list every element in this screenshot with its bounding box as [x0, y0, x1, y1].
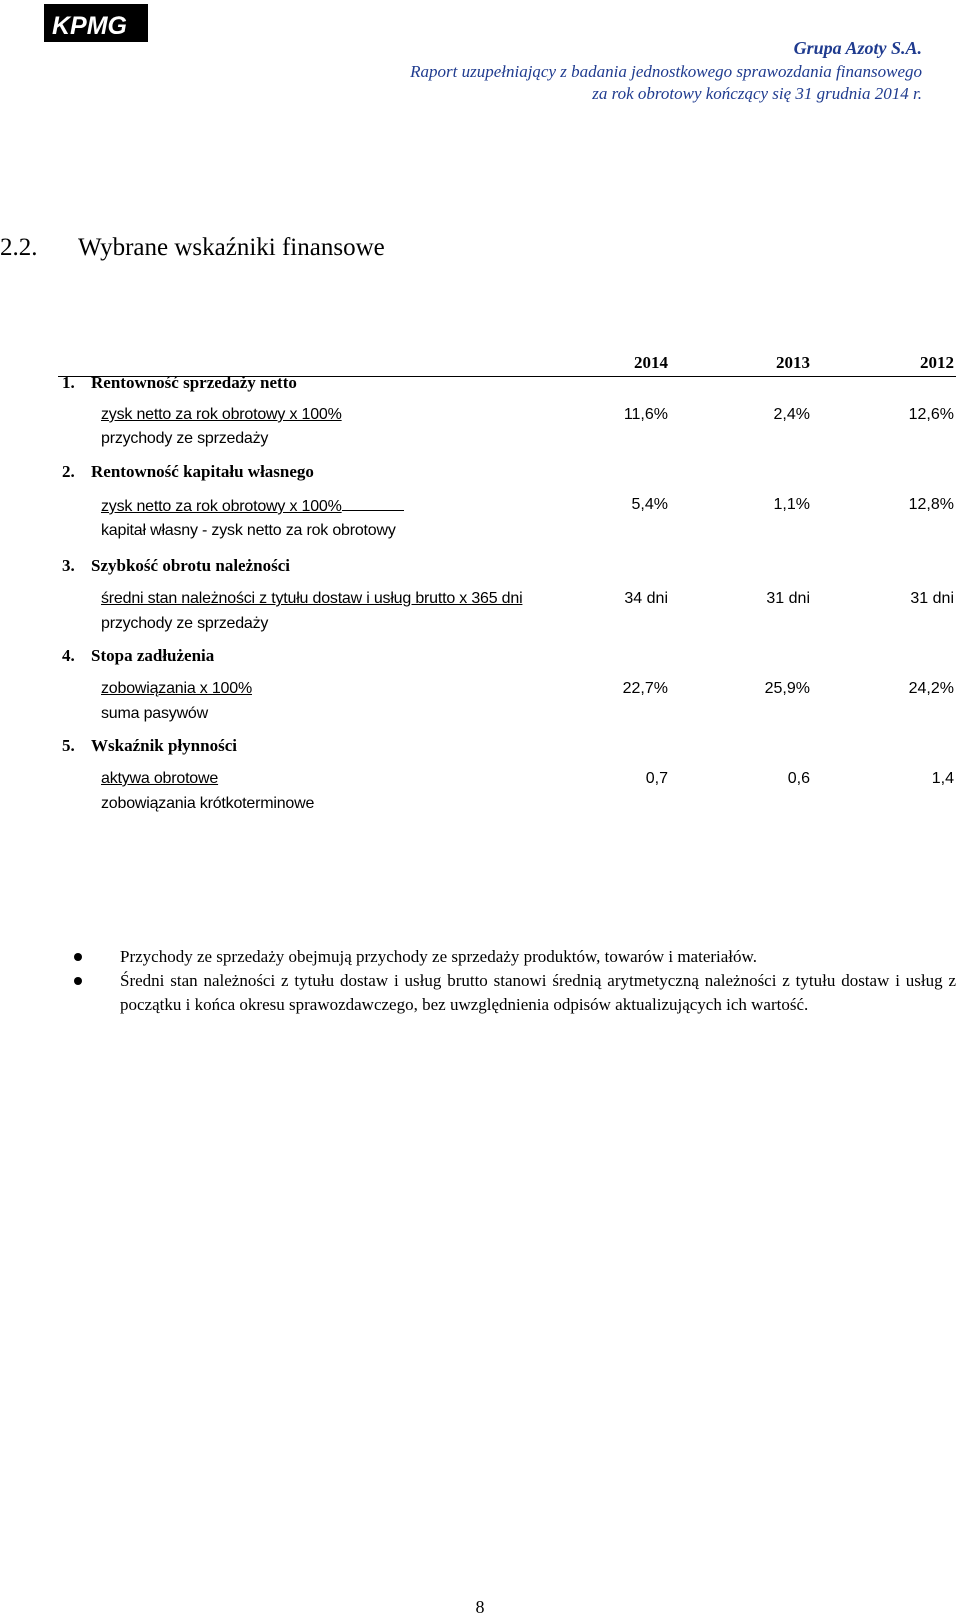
- indicator-heading: [62, 736, 237, 756]
- header-report-title: Raport uzupełniający z badania jednostkowego sprawozdania finansowego: [410, 62, 922, 81]
- value-2012: 12,8%: [908, 496, 954, 513]
- formula-underline: [342, 496, 404, 511]
- formula-numerator-text: zysk netto za rok obrotowy x 100%: [101, 498, 342, 515]
- value-2013: 0,6: [787, 770, 810, 787]
- indicator-number: 3.: [62, 556, 75, 575]
- value-2012: 12,6%: [908, 406, 954, 423]
- bullet-icon: [74, 953, 82, 961]
- formula-denominator: kapitał własny - zysk netto za rok obrotowy: [101, 522, 396, 539]
- indicator-number: 1.: [62, 373, 75, 392]
- value-2012: 24,2%: [908, 680, 954, 697]
- indicator-heading: [62, 556, 290, 576]
- kpmg-logo: [44, 4, 148, 42]
- formula-denominator: suma pasywów: [101, 705, 208, 722]
- indicator-heading: [62, 373, 297, 393]
- bullet-icon: [74, 977, 82, 985]
- value-2013: 31 dni: [766, 590, 810, 607]
- value-2014: 22,7%: [622, 680, 668, 697]
- value-2013: 1,1%: [773, 496, 810, 513]
- year-header-2013: 2013: [776, 353, 810, 372]
- header-company: Grupa Azoty S.A.: [793, 38, 922, 58]
- formula-denominator: zobowiązania krótkoterminowe: [101, 795, 315, 812]
- formula-numerator: aktywa obrotowe: [101, 770, 219, 787]
- indicator-name: Stopa zadłużenia: [91, 646, 215, 665]
- value-2014: 34 dni: [624, 590, 668, 607]
- formula-numerator: zysk netto za rok obrotowy x 100%: [101, 406, 342, 423]
- indicator-number: 2.: [62, 462, 75, 481]
- indicator-heading: [62, 646, 214, 666]
- value-2012: 31 dni: [910, 590, 954, 607]
- formula-numerator: zobowiązania x 100%: [101, 680, 252, 697]
- indicator-name: Szybkość obrotu należności: [91, 556, 290, 575]
- value-2012: 1,4: [931, 770, 954, 787]
- indicator-number: 5.: [62, 736, 75, 755]
- value-2014: 5,4%: [631, 496, 668, 513]
- formula-denominator: przychody ze sprzedaży: [101, 615, 269, 632]
- value-2013: 25,9%: [764, 680, 810, 697]
- indicator-heading: [62, 462, 314, 482]
- value-2013: 2,4%: [773, 406, 810, 423]
- value-2014: 11,6%: [623, 406, 668, 423]
- indicator-name: Rentowność sprzedaży netto: [91, 373, 297, 392]
- indicator-name: Rentowność kapitału własnego: [91, 462, 314, 481]
- formula-denominator: przychody ze sprzedaży: [101, 430, 269, 447]
- section-heading: [0, 234, 385, 262]
- logo-text: KPMG: [52, 12, 127, 40]
- page-number: 8: [475, 1597, 485, 1617]
- note-paragraph: Przychody ze sprzedaży obejmują przychody ze sprzedaży produktów, towarów i materiałów.: [120, 947, 757, 966]
- formula-numerator: średni stan należności z tytułu dostaw i usług brutto x 365 dni: [101, 590, 523, 607]
- indicator-name: Wskaźnik płynności: [91, 736, 237, 755]
- value-2014: 0,7: [645, 770, 668, 787]
- formula-numerator: [101, 496, 404, 516]
- section-number: 2.2.: [0, 234, 38, 261]
- indicator-number: 4.: [62, 646, 75, 665]
- year-header-2014: 2014: [634, 353, 668, 372]
- header-period: za rok obrotowy kończący się 31 grudnia 2014 r.: [592, 84, 922, 103]
- section-title-text: Wybrane wskaźniki finansowe: [78, 234, 385, 261]
- year-header-2012: 2012: [920, 353, 954, 372]
- note-paragraph: Średni stan należności z tytułu dostaw i usług brutto stanowi średnią arytmetyczną należności z tytułu dostaw i usług z początku i końca okresu sprawozdawczego, bez uwzględnienia odpisów aktualizujących ich wartość.: [120, 971, 956, 1014]
